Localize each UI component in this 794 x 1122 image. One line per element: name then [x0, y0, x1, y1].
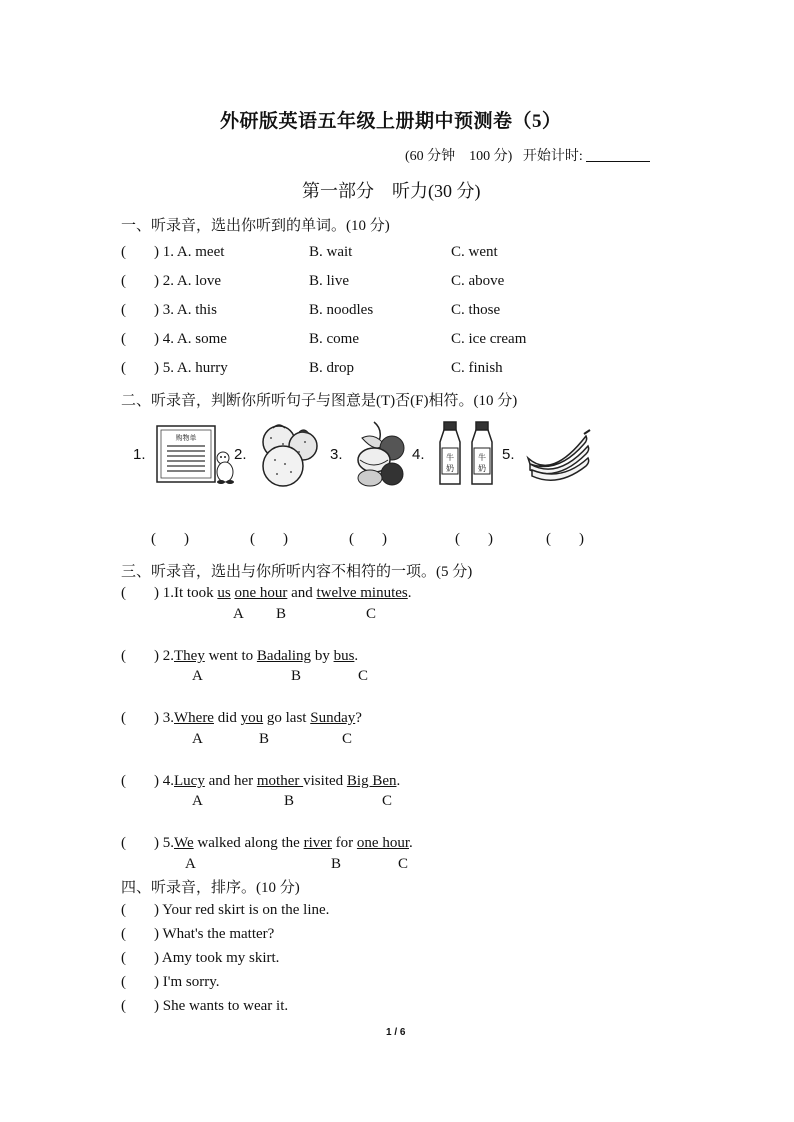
label-c: C: [358, 668, 369, 684]
option-a: 3. A. this: [162, 302, 217, 318]
option-a: 2. A. love: [162, 273, 222, 289]
shopping-list-icon: [155, 424, 237, 486]
label-a: A: [192, 731, 203, 747]
option-b: B. wait: [309, 244, 353, 260]
section1-item: ( ) 4. A. some: [121, 331, 227, 347]
answer-blank[interactable]: ( ): [455, 531, 493, 547]
section3-item: ( ) 1.It took us one hour and twelve minutes.: [121, 585, 412, 601]
section1-item: ( ) 3. A. this: [121, 302, 217, 318]
svg-text:奶: 奶: [478, 464, 486, 473]
section3-item: ( ) 3.Where did you go last Sunday?: [121, 710, 362, 726]
picture-number: 5.: [502, 446, 515, 463]
svg-text:牛: 牛: [478, 453, 486, 462]
svg-text:奶: 奶: [446, 464, 454, 473]
section4-item: ( ) She wants to wear it.: [121, 998, 289, 1014]
section4-item: ( ) Amy took my skirt.: [121, 950, 280, 966]
picture-number: 3.: [330, 446, 343, 463]
answer-blank[interactable]: ( ): [546, 531, 584, 547]
fruit-bowl-icon: [352, 418, 410, 490]
section1-item: ( ) 2. A. love: [121, 273, 222, 289]
start-time-blank[interactable]: [586, 147, 650, 162]
label-c: C: [382, 793, 393, 809]
section3-item: ( ) 5.We walked along the river for one hour.: [121, 835, 413, 851]
section1-heading: 一、听录音，选出你听到的单词。(10 分): [121, 218, 390, 234]
part-title: 第一部分 听力(30 分): [302, 181, 481, 201]
option-a: 4. A. some: [162, 331, 227, 347]
option-a: 1. A. meet: [162, 244, 225, 260]
bananas-icon: [524, 428, 592, 484]
label-a: A: [185, 856, 196, 872]
option-c: C. went: [451, 244, 498, 260]
label-a: A: [233, 606, 244, 622]
picture-number: 2.: [234, 446, 247, 463]
option-a: 5. A. hurry: [162, 360, 228, 376]
option-b: B. noodles: [309, 302, 374, 318]
picture-number: 4.: [412, 446, 425, 463]
label-b: B: [291, 668, 302, 684]
section3-heading: 三、听录音，选出与你所听内容不相符的一项。(5 分): [121, 564, 473, 580]
answer-blank[interactable]: ( ): [151, 531, 189, 547]
section3-item: ( ) 2.They went to Badaling by bus.: [121, 648, 359, 664]
label-a: A: [192, 668, 203, 684]
oranges-icon: [255, 420, 327, 488]
svg-text:购物单: 购物单: [175, 434, 197, 442]
exam-meta: [405, 145, 650, 165]
option-b: B. live: [309, 273, 349, 289]
exam-time: (60 分钟: [405, 149, 456, 164]
option-c: C. ice cream: [451, 331, 527, 347]
option-b: B. come: [309, 331, 359, 347]
picture-number: 1.: [133, 446, 146, 463]
section2-heading: 二、听录音，判断你所听句子与图意是(T)否(F)相符。(10 分): [121, 393, 518, 409]
section3-item: ( ) 4.Lucy and her mother visited Big Ben.: [121, 773, 401, 789]
svg-text:牛: 牛: [446, 453, 454, 462]
section4-item: ( ) What's the matter?: [121, 926, 275, 942]
exam-score: 100 分): [469, 149, 513, 164]
page-title: 外研版英语五年级上册期中预测卷（5）: [220, 111, 562, 132]
section4-item: ( ) Your red skirt is on the line.: [121, 902, 330, 918]
label-a: A: [192, 793, 203, 809]
label-c: C: [366, 606, 377, 622]
milk-bottles-icon: [436, 420, 498, 488]
option-c: C. those: [451, 302, 501, 318]
label-b: B: [259, 731, 270, 747]
label-c: C: [342, 731, 353, 747]
answer-blank[interactable]: ( ): [250, 531, 288, 547]
start-time-label: 开始计时:: [522, 149, 583, 164]
section4-item: ( ) I'm sorry.: [121, 974, 220, 990]
answer-blank[interactable]: ( ): [349, 531, 387, 547]
option-b: B. drop: [309, 360, 354, 376]
option-c: C. finish: [451, 360, 503, 376]
label-b: B: [331, 856, 342, 872]
option-c: C. above: [451, 273, 505, 289]
label-c: C: [398, 856, 409, 872]
section1-item: ( ) 5. A. hurry: [121, 360, 228, 376]
page-number: 1 / 6: [386, 1027, 406, 1038]
label-b: B: [276, 606, 287, 622]
section1-item: ( ) 1. A. meet: [121, 244, 225, 260]
label-b: B: [284, 793, 295, 809]
section4-heading: 四、听录音，排序。(10 分): [121, 880, 300, 896]
